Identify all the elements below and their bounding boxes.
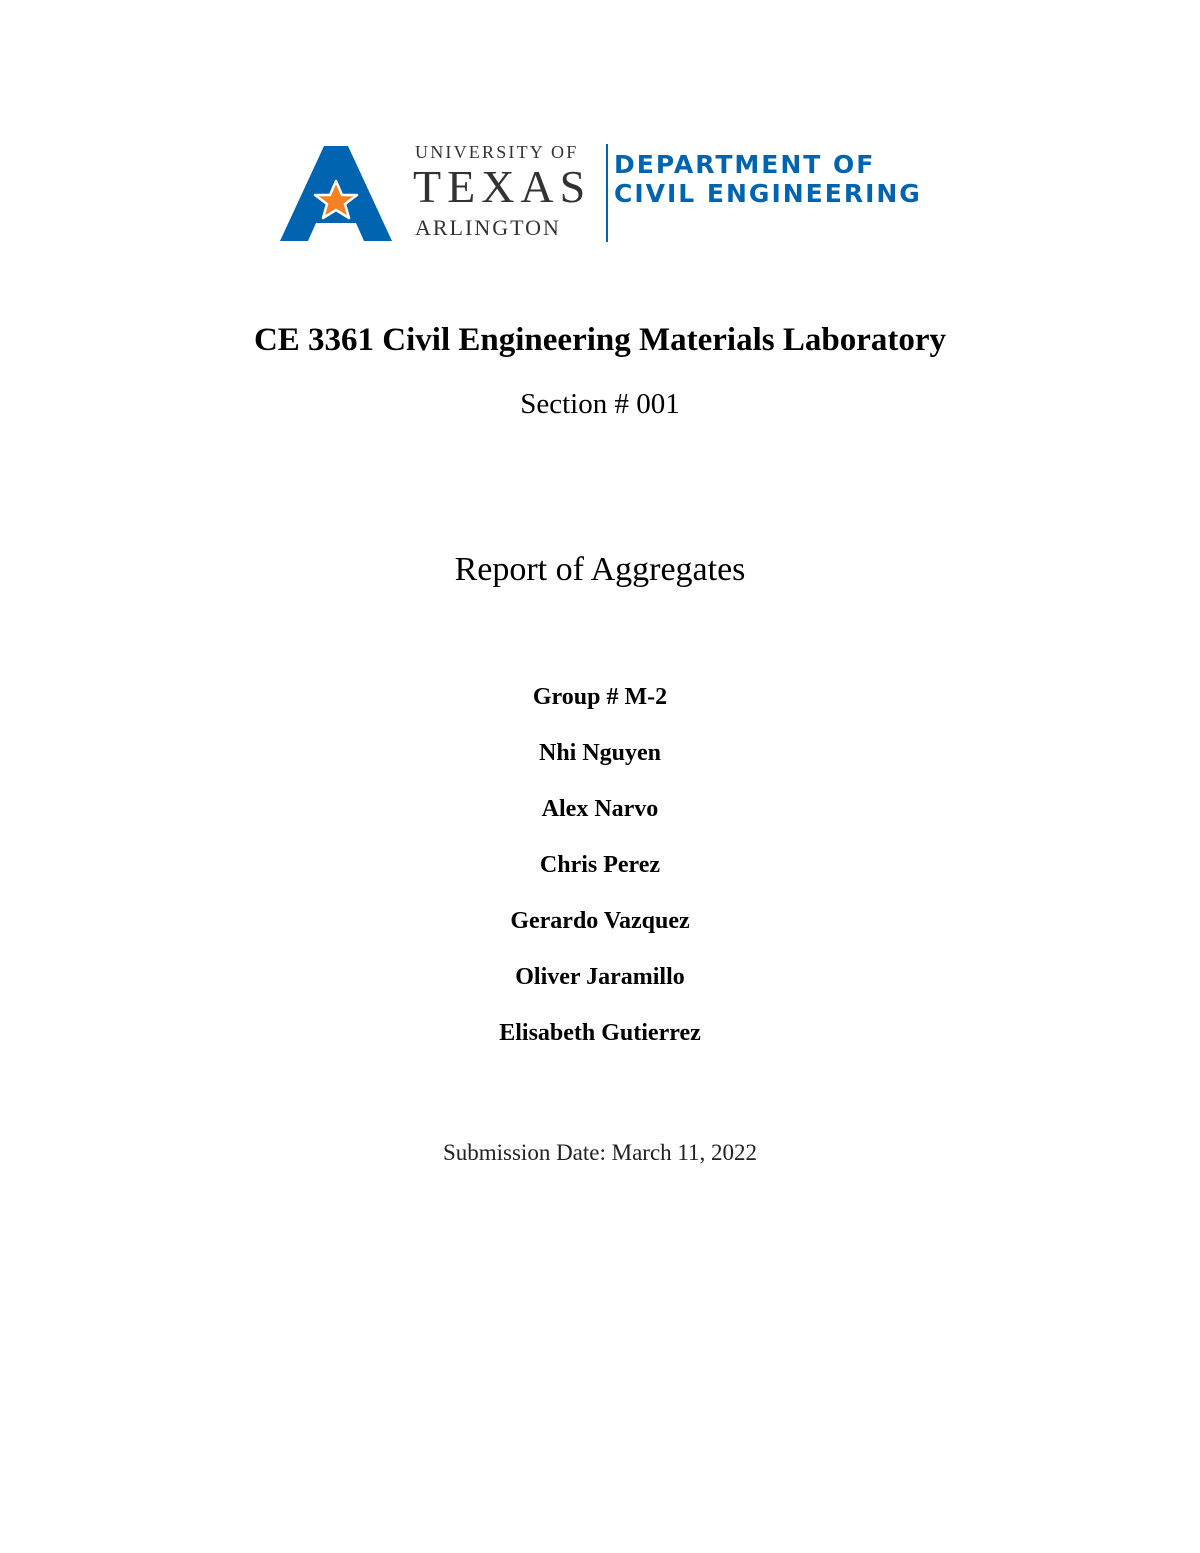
logo-arlington: ARLINGTON — [415, 215, 561, 240]
member-name: Gerardo Vazquez — [510, 908, 690, 934]
report-title: Report of Aggregates — [454, 551, 746, 588]
uta-a-star-icon — [280, 143, 392, 243]
logo-department-line1: DEPARTMENT OF — [614, 150, 876, 179]
logo-department-line2: CIVIL ENGINEERING — [614, 179, 922, 208]
university-logo — [280, 140, 922, 246]
course-title: CE 3361 Civil Engineering Materials Laboratory — [253, 322, 947, 358]
submission-date: Submission Date: March 11, 2022 — [442, 1140, 758, 1165]
group-number: Group # M-2 — [532, 684, 668, 710]
member-name: Nhi Nguyen — [538, 740, 662, 766]
section-number: Section # 001 — [520, 388, 680, 420]
member-name: Elisabeth Gutierrez — [499, 1020, 701, 1046]
member-name: Oliver Jaramillo — [515, 964, 685, 990]
logo-divider — [606, 144, 608, 242]
logo-texas: TEXAS — [413, 161, 592, 212]
member-name: Alex Narvo — [541, 796, 659, 822]
member-name: Chris Perez — [539, 852, 661, 878]
logo-university-of: UNIVERSITY OF — [415, 142, 579, 162]
